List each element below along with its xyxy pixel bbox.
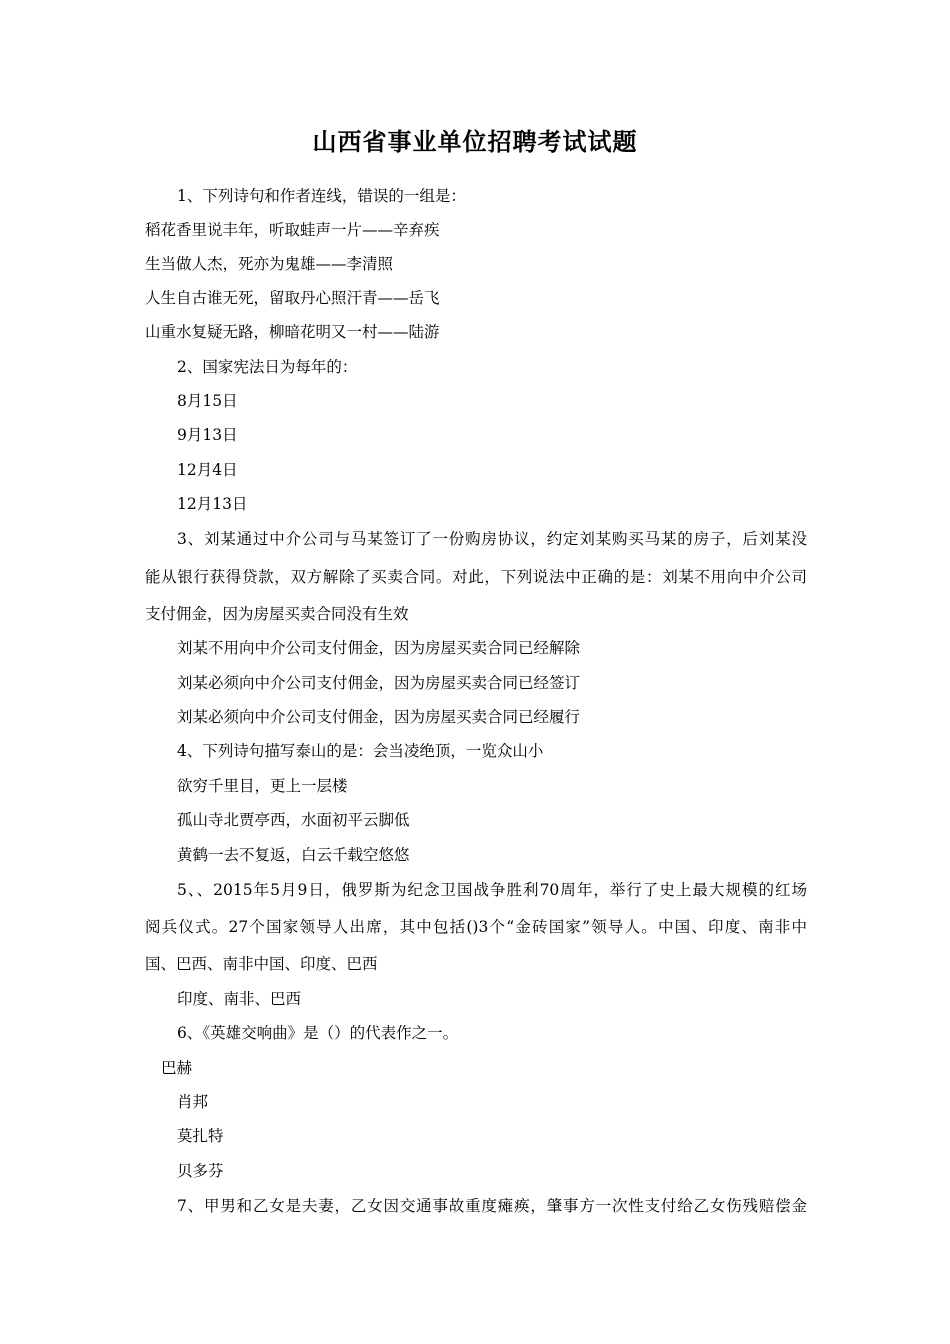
q2-option-c: 12月4日 xyxy=(177,461,238,479)
page-title: 山西省事业单位招聘考试试题 xyxy=(312,128,638,156)
question-3-line-1: 3、刘某通过中介公司与马某签订了一份购房协议，约定刘某购买马某的房子，后刘某没 xyxy=(177,530,807,548)
q4-option-c: 孤山寺北贾亭西，水面初平云脚低 xyxy=(177,811,410,829)
q6-option-b: 肖邦 xyxy=(177,1093,209,1111)
q2-option-d: 12月13日 xyxy=(177,495,248,513)
q6-option-a: 巴赫 xyxy=(161,1059,193,1077)
question-5-line-1: 5、、2015年5月9日，俄罗斯为纪念卫国战争胜利70周年，举行了史上最大规模的红场 xyxy=(177,881,807,899)
question-3-line-3: 支付佣金，因为房屋买卖合同没有生效 xyxy=(145,605,409,623)
q6-option-d: 贝多芬 xyxy=(177,1162,224,1180)
q4-option-b: 欲穷千里目，更上一层楼 xyxy=(177,777,348,795)
q1-option-d: 山重水复疑无路，柳暗花明又一村——陆游 xyxy=(145,323,440,341)
q3-option-d: 刘某必须向中介公司支付佣金，因为房屋买卖合同已经履行 xyxy=(177,708,581,726)
question-2: 2、国家宪法日为每年的： xyxy=(177,358,358,376)
question-1: 1、下列诗句和作者连线，错误的一组是： xyxy=(177,187,466,205)
question-4: 4、下列诗句描写泰山的是：会当凌绝顶，一览众山小 xyxy=(177,742,544,760)
q3-option-c: 刘某必须向中介公司支付佣金，因为房屋买卖合同已经签订 xyxy=(177,674,581,692)
q2-option-b: 9月13日 xyxy=(177,426,238,444)
q2-option-a: 8月15日 xyxy=(177,392,238,410)
q4-option-d: 黄鹤一去不复返，白云千载空悠悠 xyxy=(177,846,410,864)
q1-option-b: 生当做人杰，死亦为鬼雄——李清照 xyxy=(145,255,394,273)
q1-option-a: 稻花香里说丰年，听取蛙声一片——辛弃疾 xyxy=(145,221,440,239)
question-7-line-1: 7、甲男和乙女是夫妻，乙女因交通事故重度瘫痪，肇事方一次性支付给乙女伤残赔偿金 xyxy=(177,1197,807,1215)
q1-option-c: 人生自古谁无死，留取丹心照汗青——岳飞 xyxy=(145,289,440,307)
question-3-line-2: 能从银行获得贷款，双方解除了买卖合同。对此，下列说法中正确的是：刘某不用向中介公司 xyxy=(145,568,807,586)
q3-option-b: 刘某不用向中介公司支付佣金，因为房屋买卖合同已经解除 xyxy=(177,639,581,657)
q5-option-d: 印度、南非、巴西 xyxy=(177,990,302,1008)
question-5-line-3: 国、巴西、南非中国、印度、巴西 xyxy=(145,955,378,973)
question-6: 6、《英雄交响曲》是（）的代表作之一。 xyxy=(177,1024,459,1042)
q6-option-c: 莫扎特 xyxy=(177,1127,224,1145)
question-5-line-2: 阅兵仪式。27个国家领导人出席，其中包括()3个“金砖国家”领导人。中国、印度、南非中 xyxy=(145,918,807,936)
